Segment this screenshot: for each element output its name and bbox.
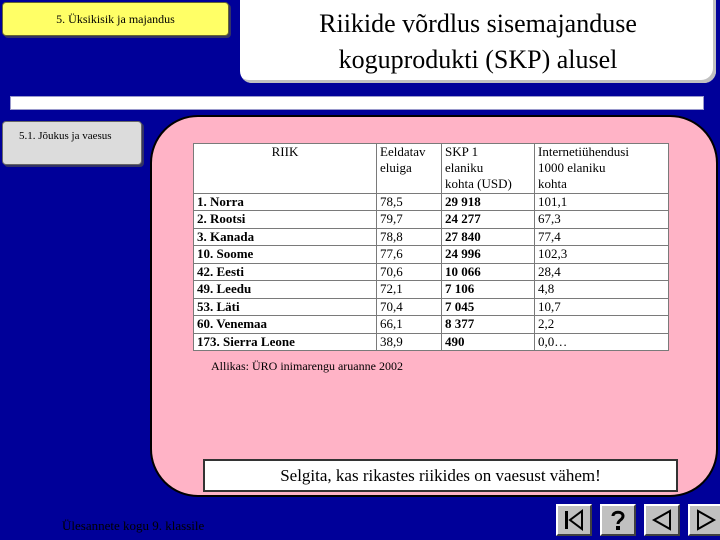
gdp-cell: 7 106 bbox=[442, 281, 535, 298]
table-row bbox=[194, 246, 669, 263]
country-cell: 1. Norra bbox=[194, 194, 377, 211]
footer-note: Ülesannete kogu 9. klassile bbox=[62, 518, 205, 533]
header-life-expectancy: Eeldatav eluiga bbox=[377, 144, 442, 194]
table-row bbox=[194, 228, 669, 245]
header-divider bbox=[10, 96, 704, 110]
header-internet: Internetiühendusi 1000 elaniku kohta bbox=[535, 144, 669, 194]
country-cell: 173. Sierra Leone bbox=[194, 333, 377, 351]
internet-cell: 28,4 bbox=[535, 263, 669, 280]
gdp-cell: 7 045 bbox=[442, 298, 535, 315]
next-page-icon bbox=[692, 508, 720, 532]
life-cell: 78,5 bbox=[377, 194, 442, 211]
gdp-cell: 10 066 bbox=[442, 263, 535, 280]
internet-cell: 10,7 bbox=[535, 298, 669, 315]
country-comparison-table bbox=[193, 143, 669, 351]
life-cell: 79,7 bbox=[377, 211, 442, 228]
chapter-label: 5. Üksikisik ja majandus bbox=[56, 11, 175, 26]
help-button[interactable] bbox=[600, 504, 636, 536]
gdp-cell: 8 377 bbox=[442, 316, 535, 333]
internet-cell: 2,2 bbox=[535, 316, 669, 333]
chapter-badge[interactable] bbox=[2, 2, 229, 36]
table-row bbox=[194, 263, 669, 280]
section-label: 5.1. Jõukus ja vaesus bbox=[19, 130, 112, 142]
title-line-2: koguprodukti (SKP) alusel bbox=[338, 44, 618, 74]
previous-page-button[interactable] bbox=[644, 504, 680, 536]
question-text: Selgita, kas rikastes riikides on vaesust vähem! bbox=[280, 465, 601, 485]
life-cell: 72,1 bbox=[377, 281, 442, 298]
life-cell: 70,6 bbox=[377, 263, 442, 280]
country-cell: 53. Läti bbox=[194, 298, 377, 315]
table-row bbox=[194, 281, 669, 298]
first-page-button[interactable] bbox=[556, 504, 592, 536]
life-cell: 78,8 bbox=[377, 228, 442, 245]
source-caption: Allikas: ÜRO inimarengu aruanne 2002 bbox=[211, 359, 403, 373]
internet-cell: 67,3 bbox=[535, 211, 669, 228]
gdp-cell: 490 bbox=[442, 333, 535, 351]
country-cell: 10. Soome bbox=[194, 246, 377, 263]
country-cell: 60. Venemaa bbox=[194, 316, 377, 333]
country-cell: 42. Eesti bbox=[194, 263, 377, 280]
country-cell: 3. Kanada bbox=[194, 228, 377, 245]
internet-cell: 101,1 bbox=[535, 194, 669, 211]
gdp-cell: 24 996 bbox=[442, 246, 535, 263]
gdp-cell: 29 918 bbox=[442, 194, 535, 211]
section-badge[interactable] bbox=[2, 121, 142, 165]
table-header-row bbox=[194, 144, 669, 194]
table-row bbox=[194, 316, 669, 333]
table-row bbox=[194, 298, 669, 315]
internet-cell: 77,4 bbox=[535, 228, 669, 245]
life-cell: 66,1 bbox=[377, 316, 442, 333]
table-row bbox=[194, 333, 669, 351]
header-riik: RIIK bbox=[194, 144, 377, 194]
internet-cell: 0,0… bbox=[535, 333, 669, 351]
life-cell: 38,9 bbox=[377, 333, 442, 351]
question-box bbox=[203, 459, 678, 492]
table-row bbox=[194, 211, 669, 228]
table-row bbox=[194, 194, 669, 211]
header-gdp: SKP 1 elaniku kohta (USD) bbox=[442, 144, 535, 194]
slide-title bbox=[240, 0, 716, 83]
internet-cell: 102,3 bbox=[535, 246, 669, 263]
life-cell: 77,6 bbox=[377, 246, 442, 263]
gdp-cell: 27 840 bbox=[442, 228, 535, 245]
next-page-button[interactable] bbox=[688, 504, 720, 536]
internet-cell: 4,8 bbox=[535, 281, 669, 298]
life-cell: 70,4 bbox=[377, 298, 442, 315]
title-line-1: Riikide võrdlus sisemajanduse bbox=[319, 9, 637, 39]
gdp-cell: 24 277 bbox=[442, 211, 535, 228]
country-cell: 2. Rootsi bbox=[194, 211, 377, 228]
first-page-icon bbox=[560, 508, 588, 532]
previous-page-icon bbox=[648, 508, 676, 532]
country-cell: 49. Leedu bbox=[194, 281, 377, 298]
help-icon bbox=[604, 508, 632, 532]
